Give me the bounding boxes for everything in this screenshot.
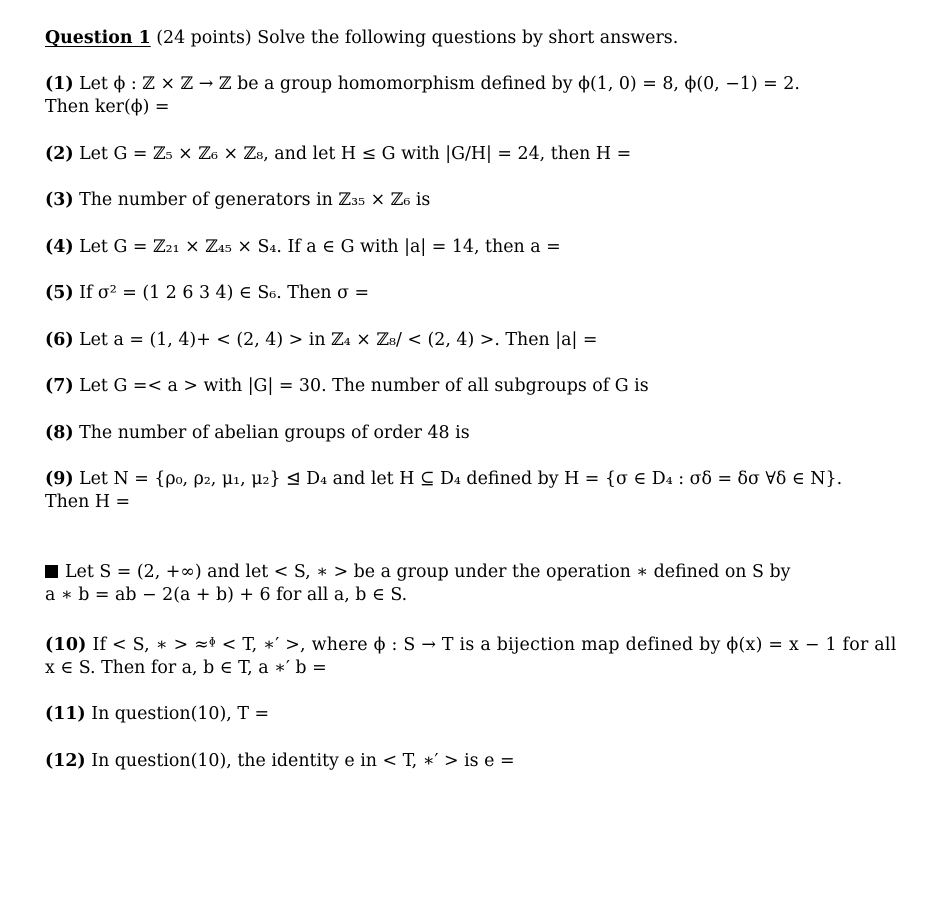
item-7: [45, 375, 649, 397]
item-text: If < S, ∗ > ≈ᶲ < T, ∗′ >, where ϕ : S → T is a bijection map defined by ϕ(x) = x − 1 for all: [86, 635, 897, 655]
item-number: (5): [45, 283, 74, 303]
item-number: (9): [45, 469, 74, 489]
setup-line-1: [45, 561, 790, 583]
item-text: Let G = ℤ₂₁ × ℤ₄₅ × S₄. If a ∈ G with |a| = 14, then a =: [73, 237, 561, 257]
item-9-line-1: [45, 468, 842, 490]
item-8: [45, 422, 470, 444]
item-5: [45, 282, 369, 304]
setup-text: Let S = (2, +∞) and let < S, ∗ > be a group under the operation ∗ defined on S by: [65, 562, 791, 582]
item-10-line-2: x ∈ S. Then for a, b ∈ T, a ∗′ b =: [45, 658, 327, 678]
item-number: (7): [45, 376, 74, 396]
item-text: Let a = (1, 4)+ < (2, 4) > in ℤ₄ × ℤ₈/ < (2, 4) >. Then |a| =: [73, 330, 598, 350]
item-6: [45, 329, 597, 351]
item-number: (1): [45, 74, 74, 94]
item-text: In question(10), T =: [85, 704, 270, 724]
setup-line-2: a ∗ b = ab − 2(a + b) + 6 for all a, b ∈ S.: [45, 585, 408, 605]
question-intro: (24 points) Solve the following questions by short answers.: [150, 28, 679, 48]
item-11: [45, 703, 269, 725]
item-4: [45, 236, 561, 258]
item-number: (11): [45, 704, 86, 724]
item-text: Let G = ℤ₅ × ℤ₆ × ℤ₈, and let H ≤ G with |G/H| = 24, then H =: [73, 144, 632, 164]
bullet-square-icon: [45, 565, 58, 578]
item-10-line-1: [45, 634, 897, 656]
item-number: (12): [45, 751, 86, 771]
question-heading: [45, 27, 678, 49]
item-number: (10): [45, 635, 87, 655]
item-number: (2): [45, 144, 74, 164]
item-2: [45, 143, 631, 165]
item-number: (8): [45, 423, 74, 443]
item-number: (4): [45, 237, 74, 257]
item-3: [45, 189, 430, 211]
item-text: If σ² = (1 2 6 3 4) ∈ S₆. Then σ =: [73, 283, 370, 303]
item-1-line-2: Then ker(ϕ) =: [45, 97, 170, 117]
item-text: Let ϕ : ℤ × ℤ → ℤ be a group homomorphism defined by ϕ(1, 0) = 8, ϕ(0, −1) = 2.: [73, 74, 800, 94]
item-text: In question(10), the identity e in < T, ∗′ > is e =: [85, 751, 515, 771]
item-text: The number of abelian groups of order 48 is: [73, 423, 470, 443]
question-title: Question 1: [45, 28, 151, 48]
item-text: Let N = {ρ₀, ρ₂, μ₁, μ₂} ⊴ D₄ and let H ⊆ D₄ defined by H = {σ ∈ D₄ : σδ = δσ ∀δ ∈ N}.: [73, 469, 843, 489]
item-text: The number of generators in ℤ₃₅ × ℤ₆ is: [73, 190, 431, 210]
item-9-line-2: Then H =: [45, 492, 131, 512]
item-12: [45, 750, 515, 772]
item-number: (6): [45, 330, 74, 350]
item-text: Let G =< a > with |G| = 30. The number of all subgroups of G is: [73, 376, 649, 396]
item-number: (3): [45, 190, 74, 210]
item-1-line-1: [45, 73, 800, 95]
